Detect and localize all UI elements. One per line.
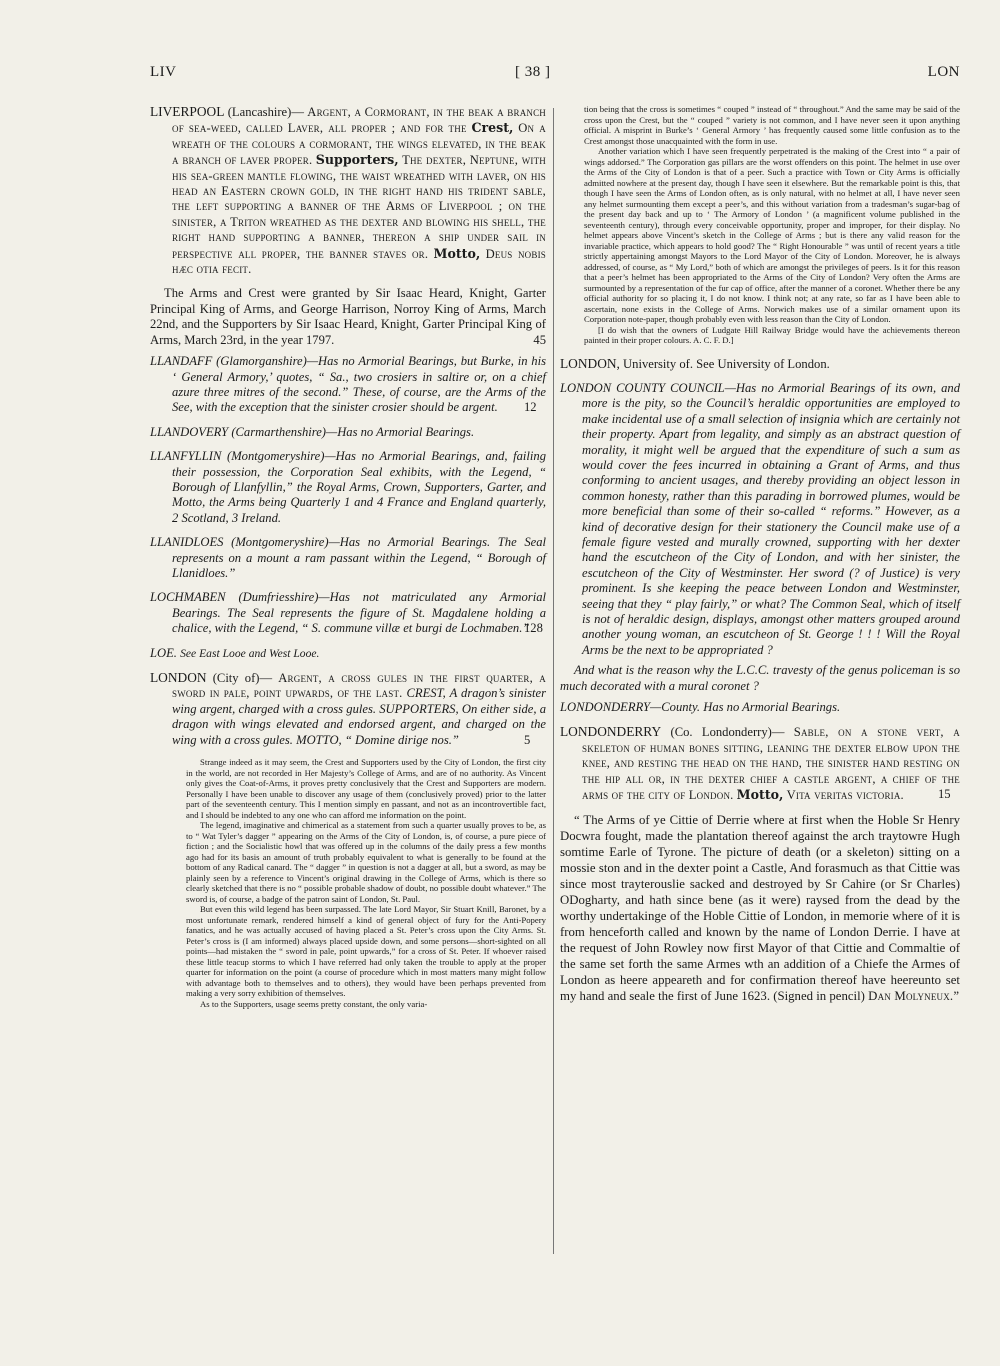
entry-name: LONDON [150, 670, 207, 685]
entry-text: (Dumfriesshire)—Has not matriculated any Armorial Bearings. The Seal represents the figure of St. Magdalene holding a chalice, with the Legend, “ S. commune villæ et burgi de Lochmaben.” [172, 590, 546, 636]
crest-supporters-motto: CREST, A dragon’s sinister wing argent, charged with a cross gules. SUPPORTERS, On either side, a dragon with wings elevated and endorsed argent, and charged on the wing with a cross gules. MOTTO, “ Domine dirige nos.” [172, 686, 546, 747]
note-paragraph: Another variation which I have seen frequently perpetrated is the making of the Crest into “ a pair of wings addorsed.” The Corporation gas pillars are the worst offenders on this point. The helmet in use over the Arms of the City of London is that of a peer. Such a practice with Town or City Arms is officially admitted nowhere at the present day, though I have seen it elsewhere. But the remarkable point is this, that though I have seen the Arms of London often, as is only natural, with no helmet at all, I have never seen any helmet surmounting them except a peer’s, and this without variation from a tradesman’s sugar-bag of the present day back and up to ‘ The Armory of London ’ (a magnificent volume published in the seventeenth century), through every conceivable opportunity, proper and improper, for their display. No helmet appears above Vincent’s sketch in the College of Arms ; but is there any valid reason for the invariable practice, which appears to hold good? The “ Right Honourable ” was until of recent years a title strictly appertaining amongst Mayors to the Lord Mayor of the City of London. Moreover, he is always addressed, of course, as “ My Lord,” both of which are amongst the privileges of peers. Is it for this reason that a peer’s helmet has been appropriated to the Arms of the City of London? Very often the Arms are surmounted by a representation of the fur cap of office, after the manner of a coronet. Whether there be any official authority for so placing it, I do not know. I think not; at any rate, so far as I have been able to ascertain, none exists in the College of Arms. Norwich makes use of a similar ornament upon its Corporation note-paper, though probably even with less reason than the City of London. [584, 146, 960, 324]
entry-london: LONDON (City of)— Argent, a cross gules in the first quarter, a sword in pale, point upwards, of the last. CREST, A dragon’s sinister wing argent, charged with a cross gules. SUPPORTERS, On either side, a dragon with wings elevated and endorsed argent, and charged on the wing with a cross gules. MOTTO, “ Domine dirige nos.” 5 [150, 670, 546, 747]
entry-london-county-council [560, 381, 960, 658]
header-left: LIV [150, 64, 177, 80]
entry-lochmaben: LOCHMABEN (Dumfriesshire)—Has not matriculated any Armorial Bearings. The Seal represents the figure of St. Magdalene holding a chalice, with the Legend, “ S. commune villæ et burgi de Lochmaben.” 128 [150, 590, 546, 636]
ref-number: 45 [533, 332, 546, 347]
column-rule [553, 108, 554, 1254]
note-paragraph: As to the Supporters, usage seems pretty constant, the only varia- [200, 998, 428, 1009]
entry-name: LONDONDERRY [560, 724, 662, 740]
entry-loe [150, 646, 546, 661]
londonderry-grant-quote [560, 812, 960, 1004]
entry-name: LONDONDERRY [560, 700, 651, 715]
supporters-blazon: The dexter, Neptune, with his sea-green mantle flowing, the waist wreathed with laver, on his head an Eastern crown gold, in the right hand his trident sable, the left supporting a banner of the Arms of Liverpool ; on the sinister, a Triton wreathed as the dexter and blowing his shell, the right hand supporting a banner, thereon a ship under sail in perspective all proper, the banner staves or. [172, 153, 546, 261]
entry-text: —County. Has no Armorial Bearings. [650, 700, 841, 715]
entry-name: LLANDAFF [150, 354, 213, 369]
signature: Dan Molyneux.” [868, 989, 960, 1004]
entry-llanfyllin [150, 449, 546, 526]
crest-blazon: On a wreath of the colours a cormorant, the wings elevated, in the beak a branch of laver proper. [172, 121, 546, 168]
entry-name: LLANDOVERY [150, 424, 229, 439]
entry-london-university [560, 356, 960, 372]
motto-label: Motto, [736, 787, 784, 803]
entry-londonderry: LONDONDERRY (Co. Londonderry)— Sable, on a stone vert, a skeleton of human bones sitting, leaning the dexter elbow upon the knee, and resting the head on the hand, the sinister hand resting on the hip all or, in the dexter chief a castle argent, a chief of the arms of the city of London. Motto, Vita veritas victoria. 15 [560, 724, 960, 803]
entry-londonderry-county [560, 700, 960, 715]
entry-name: LONDON COUNTY COUNCIL [560, 380, 725, 395]
entry-llandovery [150, 425, 546, 440]
entry-text: —Has no Armorial Bearings of its own, and more is the pity, so the Council’s heraldic opportunities are employed to make incidental use of a small selection of insignia which are certainly not their property. Apart from legality, and simply as an abstract question of morality, it might well be argued that the expenditure of such a sum as would cover the fees incurred in obtaining a Grant of Arms, and thus conforming to ancient usages, and thereby providing an object lesson in common honesty, rather than this parading in borrowed plumes, would be more beneficial than some of their so-called “ reforms.” However, as a kind of decorative design for their stationery the Council make use of a female figure vested and murally crowned, supporting with her dexter hand the escutcheon of the City of London, and with her sinister, the escutcheon of the City of Westminster. Her sword (? of Justice) is very prominent. Is she keeping the peace between London and Westminster, seeing that they “ play fairly,” or what? The Common Seal, which of itself is not of heraldic design, displays, amongst other matters grouped around another young woman, an escutcheon of St. George ! ! ! Will the Royal Arms be the next to be appropriated ? [582, 380, 960, 657]
blazon: Sable, on a stone vert, a skeleton of human bones sitting, leaning the dexter elbow upon the knee, and resting the head on the hand, the sinister hand resting on the hip all or, in the dexter chief a castle argent, a chief of the arms of the city of London. [582, 725, 960, 803]
liverpool-grant-paragraph [150, 286, 546, 348]
entry-text: (Glamorganshire)—Has no Armorial Bearings, but Burke, in his ‘ General Armory,’ quotes, “ Sa., two crosiers in saltire or, on a chief azure three mitres of the second.” These, of course, are the Arms of the See, with the exception that the sinister crosier should be argent. [172, 354, 547, 415]
running-header [0, 64, 1000, 86]
london-footnote-continued [560, 104, 960, 346]
london-footnote [150, 757, 546, 1009]
motto-label: Motto, [433, 245, 481, 261]
entry-liverpool [150, 104, 546, 277]
entry-text: (Carmarthenshire)—Has no Armorial Bearings. [231, 424, 475, 439]
header-page-number: [ 38 ] [515, 64, 551, 80]
entry-place: (Lancashire)— [227, 105, 304, 119]
entry-place: (City of)— [212, 671, 273, 685]
entry-text: University of. See University of London. [623, 356, 830, 371]
entry-name: LLANFYLLIN [150, 449, 222, 464]
crest-label: Crest, [471, 120, 514, 136]
note-paragraph: The legend, imaginative and chimerical as a statement from such a quarter usually proves to be, as to “ Wat Tyler’s dagger ” appearing on the Arms of the City of London, is, of course, a pure piece of fiction ; and the Socialistic howl that was offered up in the columns of the daily press a few months ago had for its basis an amount of truth probably equivalent to what is generally to be found at the bottom of any Radical canard. The “ dagger ” in question is not a dagger at all, but a sword, as may be plainly seen by a reference to Vincent’s original drawing in the College of Arms, which is there so clearly sketched that there is no “ possible probable shadow of doubt, no possible doubt whatever.” The sword is, of course, a badge of the patron saint of London, St. Paul. [186, 820, 546, 904]
entry-name: LONDON, [560, 355, 620, 371]
entry-llanidloes [150, 535, 546, 581]
motto-text: Vita veritas victoria. [786, 788, 904, 803]
lcc-question: And what is the reason why the L.C.C. travesty of the genus policeman is so much decorated with a mural coronet ? [560, 663, 960, 693]
entry-text: See East Looe and West Looe. [180, 646, 320, 660]
quote-text: “ The Arms of ye Cittie of Derrie where at first when the Hoble Sr Henry Docwra fought, made the plantation thereof against the arch traytowre Hugh somtime Earle of Tyrone. The picture of death (or a skeleton) sitting on a mossie ston and in the dexter point a Castle, And forasmuch as that Cittie was since most trayterouslie sacked and destroyed by Sr Cahire (or Sr Charles) ODogharty, and hath since bene (as it were) raysed from the dead by the worthy undertakinge of the Hoble Cittie of London, in memorie where of it is from henceforth called and known by the name of London Derrie. I have at the request of John Rowley now first Mayor of that Cittie and Commaltie of the same set forth the same Armes wth an addition of a Chiefe the Armes of London as heere appeareth and for confirmation thereof have heereunto set my hand and seale the first of June 1623. (Signed in pencil) [560, 813, 960, 1004]
entry-name: LOE. [150, 645, 177, 660]
blazon: Argent, a Cormorant, in the beak a branch of sea-weed, called Laver, all proper ; and for the [172, 105, 547, 136]
entry-text: (Montgomeryshire)—Has no Armorial Bearings. The Seal represents on a mount a ram passant within the Legend, “ Borough of Llanidloes.” [172, 535, 546, 580]
note-paragraph: [I do wish that the owners of Ludgate Hill Railway Bridge would have the achievements thereon painted in their proper colours. A. C. F. D.] [584, 324, 960, 345]
header-right: LON [927, 64, 960, 80]
note-paragraph: Strange indeed as it may seem, the Crest and Supporters used by the City of London, the first city in the world, are not recorded in Her Majesty’s College of Arms, and are of no authority. As Vincent only gives the Coat-of-Arms, it proves pretty conclusively that the Crest and Supporters are modern. Personally I have been unable to discover any usage of them (conclusively proved) prior to the latter part of the seventeenth century. This I mention simply en passant, and not as an incontrovertible fact, and I should be indebted to any one who can afford me information on the point. [186, 757, 546, 820]
entry-name: LIVERPOOL [150, 104, 225, 119]
blazon: Argent, a cross gules in the first quarter, a sword in pale, point upwards, of the last. [172, 671, 546, 701]
note-paragraph: tion being that the cross is sometimes “ couped ” instead of “ throughout.” And the same may be said of the cross upon the Crest, but the “ couped ” variety is not common, and I have never seen it upon anything official. A misprint in Burke’s ‘ General Armory ’ has frequently caused some little confusion as to the Crest amongst those unacquainted with the form in use. [584, 104, 960, 146]
entry-text: (Montgomeryshire)—Has no Armorial Bearings, and, failing their possession, the Corporation Seal exhibits, with the Legend, “ Borough of Llanfyllin,” the Royal Arms, Crown, Supporters, Garter, and Motto, the Arms being Quarterly 1 and 4 France and England quarterly, 2 Scotland, 3 Ireland. [172, 449, 546, 525]
entry-name: LLANIDLOES [150, 535, 224, 550]
entry-name: LOCHMABEN [150, 590, 226, 605]
supporters-label: Supporters, [315, 152, 399, 168]
entry-place: (Co. Londonderry)— [670, 725, 785, 740]
entry-llandaff: LLANDAFF (Glamorganshire)—Has no Armorial Bearings, but Burke, in his ‘ General Armory,’ quotes, “ Sa., two crosiers in saltire or, on a chief azure three mitres of the second.” These, of course, are the Arms of the See, with the exception that the sinister crosier should be argent. 12 [150, 354, 547, 415]
note-paragraph: But even this wild legend has been surpassed. The late Lord Mayor, Sir Stuart Knill, Baronet, by a most unfortunate remark, rendered himself a kind of general object of fury for the Anti-Popery fanatics, and he was actually accused of having placed a St. Peter’s cross upon the City Arms. St. Peter’s cross is (I am informed) always placed upside down, and some persons—short-sighted on all points—had mistaken the “ sword in pale, point upwards,” for a cross of St. Peter. If whoever raised these little teacup storms to which I have referred had only taken the trouble to apply at the proper quarter for information on the point (a course of procedure which in most matters many might follow with advantage both to themselves and to others), they would have been perhaps prevented from making a very sorry exhibition of themselves. [186, 904, 546, 999]
left-column [150, 104, 546, 1009]
grant-text: The Arms and Crest were granted by Sir Isaac Heard, Knight, Garter Principal King of Arms, and George Harrison, Norroy King of Arms, March 22nd, and the Supporters by Sir Isaac Heard, Knight, Garter Principal King of Arms, March 23rd, in the year 1797. [150, 286, 546, 347]
motto-text: Deus nobis hæc otia fecit. [172, 246, 546, 277]
right-column [560, 104, 960, 1004]
